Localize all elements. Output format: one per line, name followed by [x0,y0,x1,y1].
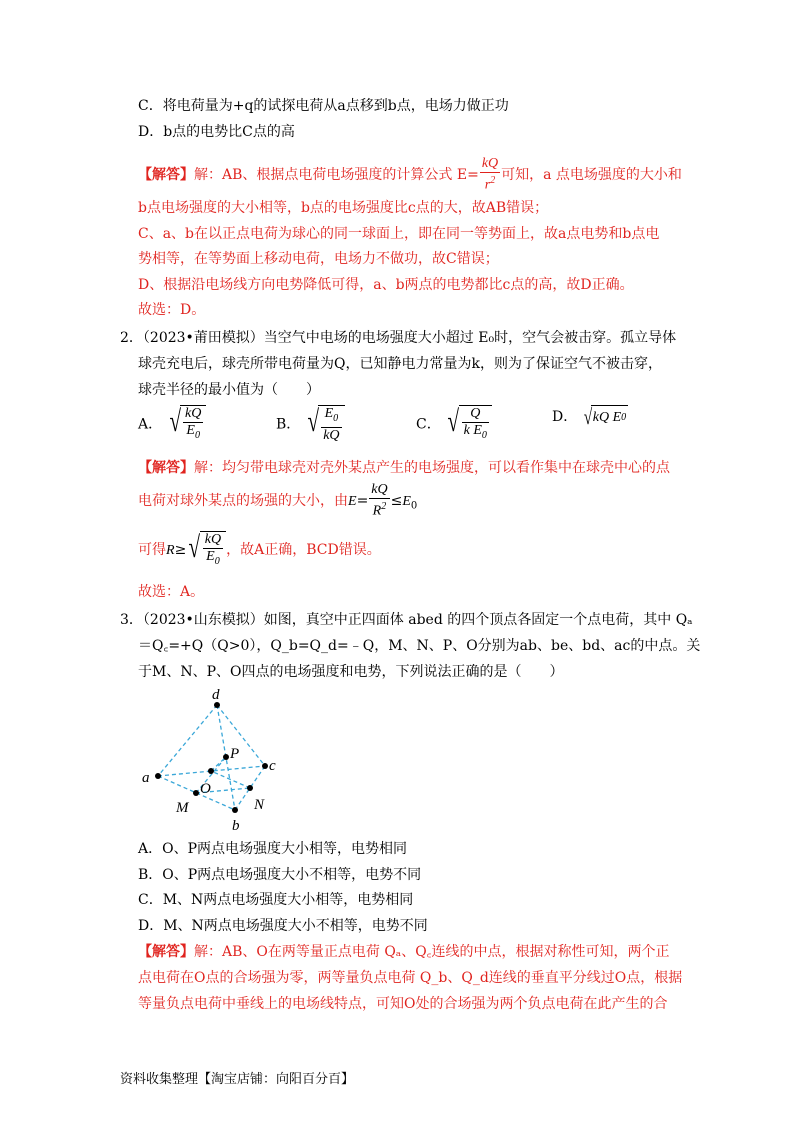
q3-option-b: B．O、P两点电场强度大小不相等，电势不同 [138,867,422,883]
q1-option-c: C．将电荷量为+q的试探电荷从a点移到b点，电场力做正功 [138,98,509,114]
q2-option-c: C． √ $\frac{Q}{k E_0}$ [416,405,492,444]
page-footer: 资料收集整理【淘宝店铺：向阳百分百】 [120,1072,355,1087]
answer-text: 可得 [138,542,166,558]
label-a: a [142,770,150,786]
q3-option-c: C．M、N两点电场强度大小相等，电势相同 [138,892,414,908]
q2-stem-line1: 2．（2023•莆田模拟）当空气中电场的电场强度大小超过 E₀时，空气会被击穿。孤立导体 [120,330,677,346]
answer-text: 解：AB、根据点电荷电场强度的计算公式 E= [194,166,479,183]
q2-answer-line1 [138,458,670,478]
q1-option-d: D．b点的电势比C点的高 [138,124,295,140]
answer-text: 电荷对球外某点的场强的大小，由 [138,492,348,509]
point-O [208,768,214,774]
q3-stem-line1: 3．（2023•山东模拟）如图，真空中正四面体 abed 的四个顶点各固定一个点电荷，其中 Qₐ [120,612,693,628]
option-label: D． [552,409,578,425]
q1-answer-line2: b点电场强度的大小相等，b点的电场强度比c点的大，故AB错误； [138,200,549,216]
q2-option-a: A． √ $\frac{kQ}{E_0}$ [138,405,206,444]
vertex-a [155,773,161,779]
q3-option-d: D．M、N两点电场强度大小不相等，电势不同 [138,918,428,934]
answer-text: 解：AB、O在两等量正点电荷 Qₐ、Q꜀连线的中点，根据对称性可知，两个正 [194,944,670,960]
answer-tag: 【解答】 [138,166,194,183]
q1-answer-line1 [138,156,682,194]
q2-option-b: B． √ $\frac{E_0}{kQ}$ [276,405,345,444]
answer-text: 可知，a 点电场强度的大小和 [501,166,682,183]
label-P: P [230,746,240,762]
q2-answer-line2: 电荷对球外某点的场强的大小，由E= $\frac{kQ}{R^2}$ $\le E_0$ [138,482,418,519]
q2-stem-line3: 球壳半径的最小值为（ ） [138,382,320,398]
label-c: c [269,758,276,774]
q2-choice: 故选：A。 [138,584,205,600]
q2-stem-line2: 球壳充电后，球壳所带电荷量为Q，已知静电力常量为k，则为了保证空气不被击穿， [138,356,662,372]
point-P [223,754,229,760]
q3-stem-line2: ＝Q꜀=+Q（Q>0），Q_b=Q_d=﹣Q，M、N、P、O分别为ab、be、bd、ac的中点。关 [138,638,701,654]
q3-option-a: A．O、P两点电场强度大小相等，电势相同 [138,841,408,857]
q1-answer-line4: 势相等，在等势面上移动电荷，电场力不做功，故C错误； [138,251,499,267]
q3-stem-line3: 于M、N、P、O四点的电场强度和电势，下列说法正确的是（ ） [138,664,564,680]
q2-answer-line3: 可得R≥ √ $\frac{kQ}{E_0}$ ，故A正确，BCD错误。 [138,530,381,571]
label-O: O [200,781,211,797]
label-b: b [232,818,240,834]
label-N: N [254,797,265,813]
q1-answer-line3: C、a、b在以正点电荷为球心的同一球面上，即在同一等势面上，故a点电势和b点电 [138,226,660,242]
point-N [247,785,253,791]
point-M [193,790,199,796]
vertex-c [262,763,268,769]
q1-answer-line5: D、根据沿电场线方向电势降低可得，a、b两点的电势都比c点的高，故D正确。 [138,277,634,293]
q3-answer-line2: 点电荷在O点的合场强为零，两等量负点电荷 Q_b、Q_d连线的垂直平分线过O点，根据 [138,970,683,986]
answer-text: ，故A正确，BCD错误。 [226,542,381,558]
option-label: B． [276,416,301,433]
q2-option-d: D． √ kQ E 0 [552,404,627,429]
q3-answer-line3: 等量负点电荷中垂线上的电场线特点，可知O处的合场强为两个负点电荷在此产生的合 [138,996,668,1012]
option-label: A． [138,416,163,433]
answer-tag: 【解答】 [138,944,194,960]
vertex-b [232,807,238,813]
answer-text: 解：均匀带电球壳对壳外某点产生的电场强度，可以看作集中在球壳中心的点 [194,460,670,476]
answer-tag: 【解答】 [138,460,194,476]
tetrahedron-diagram [136,686,296,836]
option-label: C． [416,416,441,433]
label-d: d [212,687,220,703]
formula-kq-r2: $\frac{kQ}{r^2}$ [481,156,499,193]
q1-choice: 故选：D。 [138,302,206,318]
q3-answer-line1 [138,942,670,962]
label-M: M [176,800,189,816]
